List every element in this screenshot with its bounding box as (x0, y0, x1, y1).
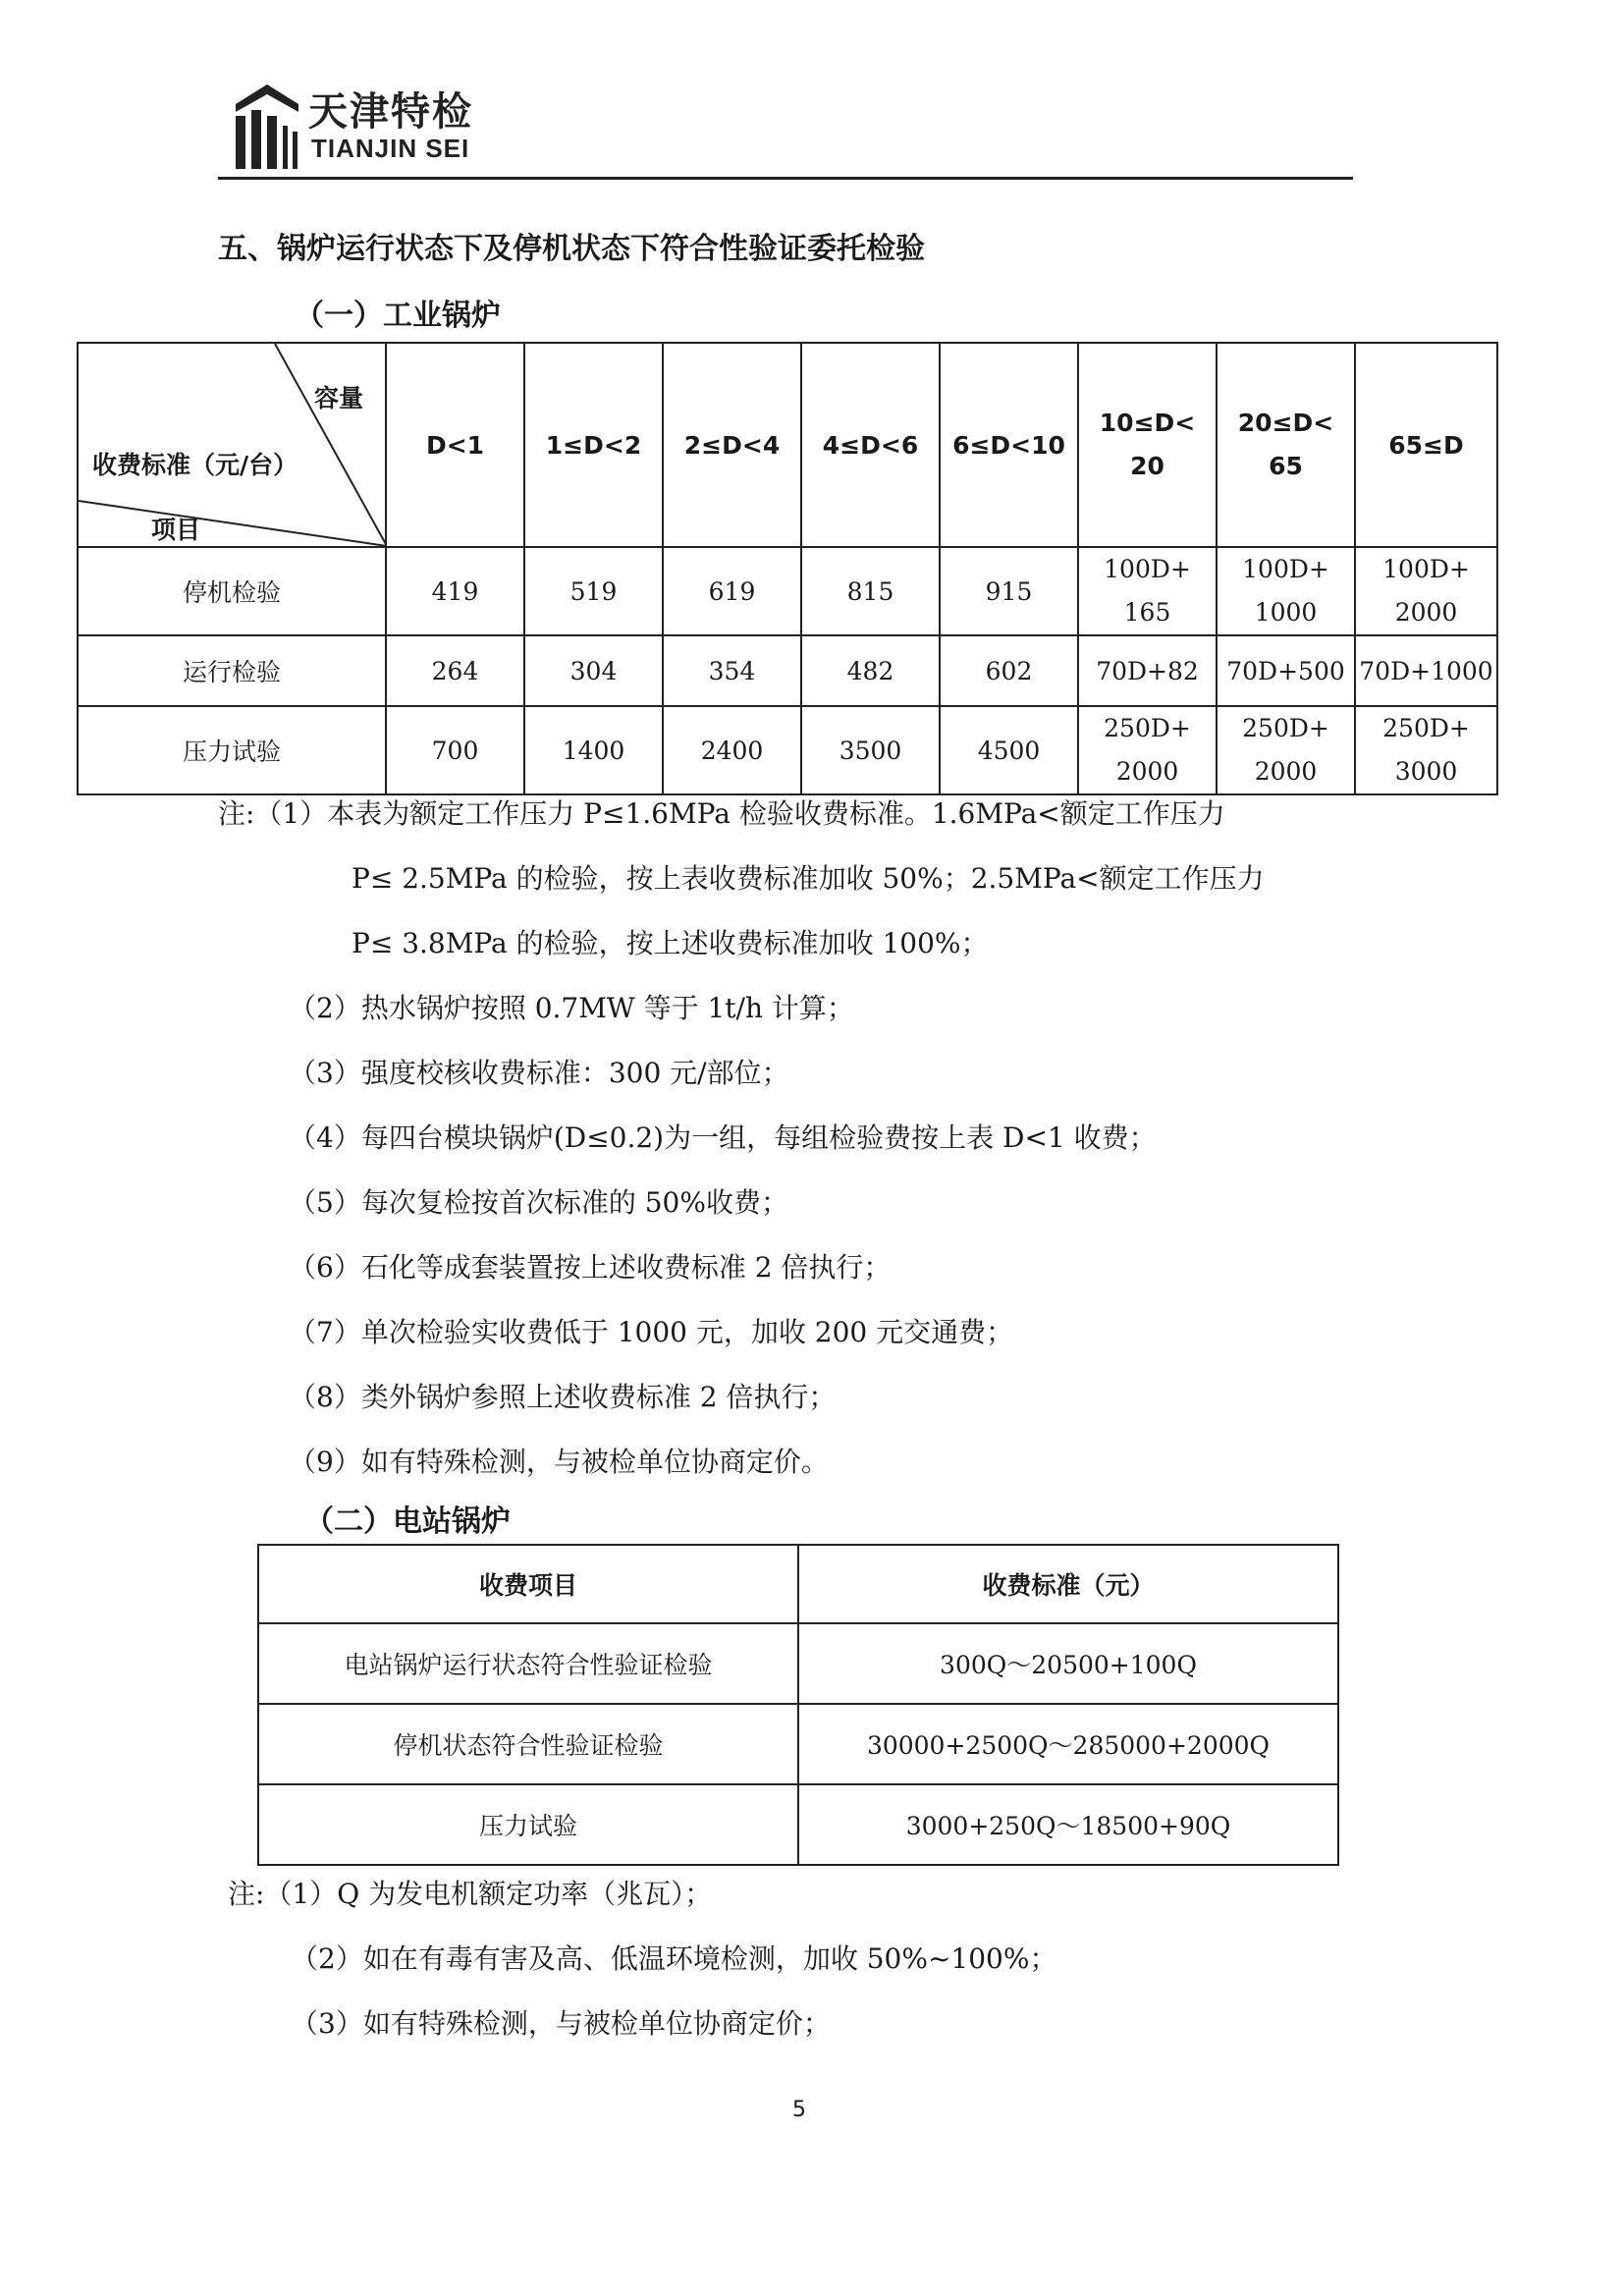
table-cell: 250D+ 2000 (1217, 706, 1355, 794)
corner-standard-label: 收费标准（元/台） (92, 451, 298, 479)
logo-chinese-name: 天津特检 (308, 89, 473, 135)
power-boiler-title: （二）电站锅炉 (304, 1504, 511, 1539)
table-cell: 70D+500 (1217, 635, 1355, 706)
corner-item-label: 项目 (151, 516, 201, 544)
note-line: （3）如有特殊检测，与被检单位协商定价； (291, 2007, 831, 2040)
table-cell: 电站锅炉运行状态符合性验证检验 (258, 1623, 798, 1704)
table-cell: 3000+250Q～18500+90Q (798, 1784, 1338, 1865)
note-line: （6）石化等成套装置按上述收费标准 2 倍执行； (289, 1251, 892, 1284)
table-cell: 2400 (663, 706, 801, 794)
column-header: 10≤D< 20 (1078, 343, 1217, 547)
table-cell: 250D+ 3000 (1355, 706, 1497, 794)
column-header: 65≤D (1355, 343, 1497, 547)
table-cell: 815 (801, 547, 940, 635)
table-row (258, 1704, 1338, 1784)
table-cell: 停机状态符合性验证检验 (258, 1704, 798, 1784)
note-line: （2）热水锅炉按照 0.7MW 等于 1t/h 计算； (289, 992, 854, 1024)
table-corner-cell (78, 343, 386, 547)
note-line: P≤ 2.5MPa 的检验，按上表收费标准加收 50%；2.5MPa<额定工作压力 (352, 862, 1265, 895)
table-row (258, 1784, 1338, 1865)
table-cell: 250D+ 2000 (1078, 706, 1217, 794)
corner-diagonal-lines (79, 344, 387, 546)
table-cell: 482 (801, 635, 940, 706)
power-boiler-fee-table (257, 1544, 1339, 1866)
table-cell: 619 (663, 547, 801, 635)
table-cell: 30000+2500Q～285000+2000Q (798, 1704, 1338, 1784)
column-header: 20≤D< 65 (1217, 343, 1355, 547)
table-cell: 3500 (801, 706, 940, 794)
table-cell: 602 (940, 635, 1078, 706)
table-cell: 419 (386, 547, 524, 635)
table-cell: 4500 (940, 706, 1078, 794)
table-header-row (258, 1545, 1338, 1623)
table-cell: 100D+ 1000 (1217, 547, 1355, 635)
table-cell: 100D+ 2000 (1355, 547, 1497, 635)
column-header: 1≤D<2 (524, 343, 663, 547)
table-cell: 915 (940, 547, 1078, 635)
note-line: 注:（1）Q 为发电机额定功率（兆瓦）； (228, 1878, 713, 1910)
corner-capacity-label: 容量 (313, 384, 363, 412)
row-label: 运行检验 (78, 635, 386, 706)
header-divider (218, 177, 1353, 180)
column-header: 6≤D<10 (940, 343, 1078, 547)
note-line: 注:（1）本表为额定工作压力 P≤1.6MPa 检验收费标准。1.6MPa<额定工作压力 (218, 797, 1225, 830)
industrial-boiler-fee-table (77, 342, 1498, 795)
note-line: （2）如在有毒有害及高、低温环境检测，加收 50%~100%； (291, 1942, 1057, 1975)
column-header: 4≤D<6 (801, 343, 940, 547)
table-cell: 70D+82 (1078, 635, 1217, 706)
note-line: （9）如有特殊检测，与被检单位协商定价。 (289, 1446, 829, 1478)
industrial-boiler-title: （一）工业锅炉 (295, 299, 501, 333)
table-header-row (78, 343, 1497, 547)
note-line: （3）强度校核收费标准：300 元/部位； (289, 1057, 789, 1089)
table-cell: 1400 (524, 706, 663, 794)
table-cell: 300Q～20500+100Q (798, 1623, 1338, 1704)
table-row (78, 547, 1497, 635)
note-line: （8）类外锅炉参照上述收费标准 2 倍执行； (289, 1381, 837, 1413)
row-label: 压力试验 (78, 706, 386, 794)
page-header (218, 73, 1353, 181)
column-header: 2≤D<4 (663, 343, 801, 547)
note-line: （4）每四台模块锅炉(D≤0.2)为一组，每组检验费按上表 D<1 收费； (289, 1121, 1157, 1154)
table-row (258, 1623, 1338, 1704)
table-row (78, 635, 1497, 706)
table-cell: 100D+ 165 (1078, 547, 1217, 635)
table-cell: 压力试验 (258, 1784, 798, 1865)
column-header: D<1 (386, 343, 524, 547)
section-title: 五、锅炉运行状态下及停机状态下符合性验证委托检验 (218, 232, 925, 266)
table-cell: 519 (524, 547, 663, 635)
table-cell: 70D+1000 (1355, 635, 1497, 706)
table-cell: 264 (386, 635, 524, 706)
logo-icon (228, 77, 306, 179)
row-label: 停机检验 (78, 547, 386, 635)
power-notes (228, 1862, 1056, 2056)
note-line: P≤ 3.8MPa 的检验，按上述收费标准加收 100%； (352, 927, 989, 959)
table-cell: 354 (663, 635, 801, 706)
logo-english-name: TIANJIN SEI (311, 134, 470, 163)
industrial-notes (218, 782, 1265, 1495)
note-line: （5）每次复检按首次标准的 50%收费； (289, 1186, 788, 1219)
column-header: 收费项目 (258, 1545, 798, 1623)
page-number: 5 (792, 2098, 806, 2122)
table-cell: 304 (524, 635, 663, 706)
table-cell: 700 (386, 706, 524, 794)
column-header: 收费标准（元） (798, 1545, 1338, 1623)
note-line: （7）单次检验实收费低于 1000 元，加收 200 元交通费； (289, 1316, 1014, 1348)
